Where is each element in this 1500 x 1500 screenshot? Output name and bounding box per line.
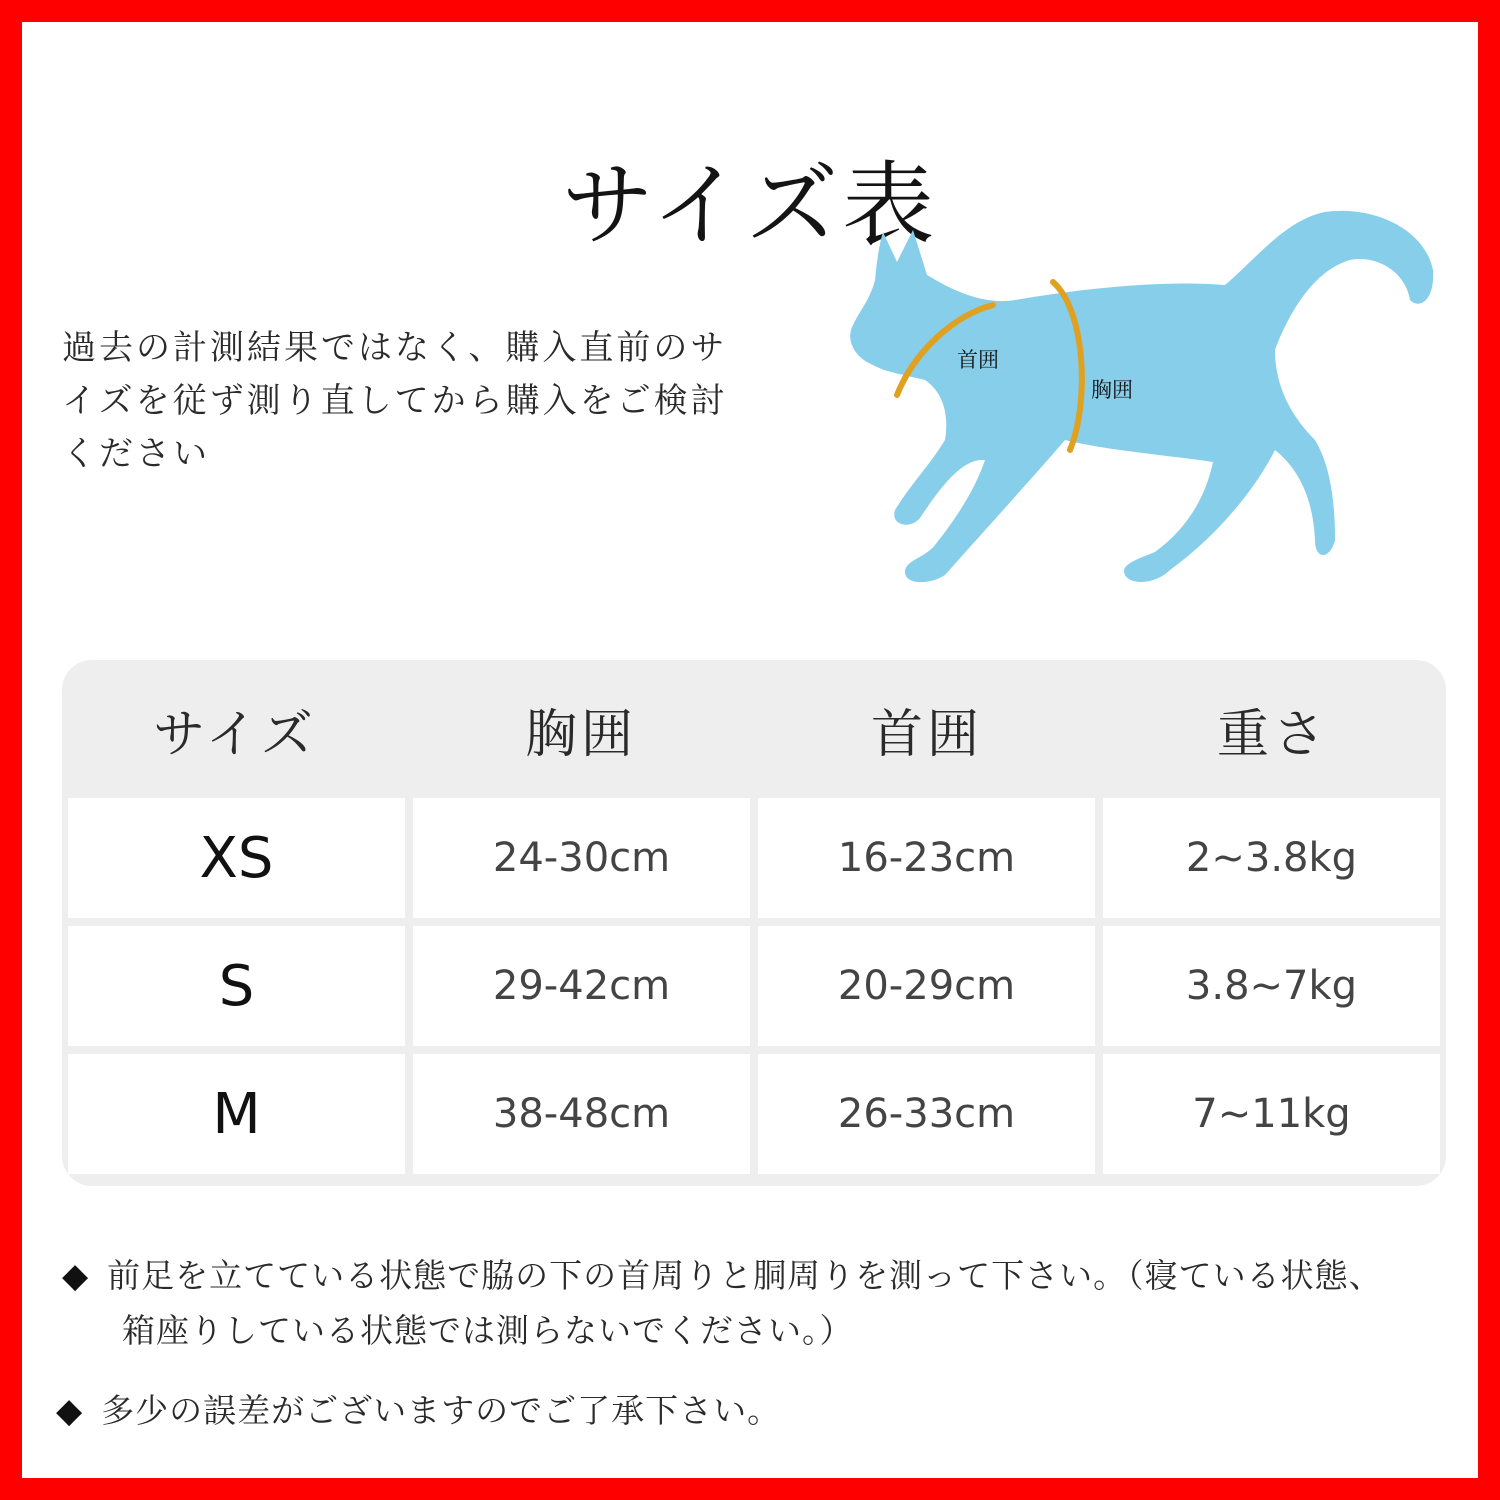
table-row [68, 798, 1440, 918]
notice-line-3: ください [62, 434, 210, 474]
size-table-body [68, 798, 1440, 1182]
chest-label: 胸囲 [1091, 378, 1133, 402]
neck-cell: 16-23cm [758, 798, 1095, 918]
cat-silhouette-icon [835, 200, 1445, 590]
measure-notice [62, 322, 782, 481]
table-row [68, 1054, 1440, 1174]
table-row [68, 926, 1440, 1046]
note-1-line-1: 前足を立てている状態で脇の下の首周りと胴周りを測って下さい。（寝ている状態、 [107, 1256, 1383, 1295]
note-2 [56, 1385, 1356, 1432]
cat-measurement-diagram [835, 200, 1445, 590]
diamond-bullet-icon: ◆ [56, 1391, 84, 1431]
page-title: サイズ表 [561, 151, 939, 259]
size-cell: XS [68, 798, 405, 918]
header-neck: 首囲 [870, 704, 983, 765]
size-cell: S [68, 926, 405, 1046]
header-chest: 胸囲 [524, 704, 637, 765]
chest-cell: 29-42cm [413, 926, 750, 1046]
header-weight: 重さ [1216, 704, 1329, 765]
weight-cell: 3.8~7kg [1103, 926, 1440, 1046]
neck-label: 首囲 [957, 348, 999, 372]
weight-cell: 2~3.8kg [1103, 798, 1440, 918]
size-table-header [62, 660, 1446, 798]
chest-cell: 24-30cm [413, 798, 750, 918]
note-2-text: 多少の誤差がございますのでご了承下さい。 [101, 1391, 782, 1430]
neck-cell: 26-33cm [758, 1054, 1095, 1174]
chest-cell: 38-48cm [413, 1054, 750, 1174]
diamond-bullet-icon: ◆ [62, 1256, 90, 1296]
size-cell: M [68, 1054, 405, 1174]
weight-cell: 7~11kg [1103, 1054, 1440, 1174]
neck-cell: 20-29cm [758, 926, 1095, 1046]
note-1-line-2: 箱座りしている状態では測らないでください。） [122, 1311, 854, 1350]
note-1-continued [122, 1305, 1422, 1352]
note-1 [62, 1250, 1462, 1297]
header-size: サイズ [153, 704, 317, 765]
notice-line-2: イズを従ず測り直してから購入をご検討 [62, 381, 728, 421]
notice-line-1: 過去の計測結果ではなく、購入直前のサ [62, 328, 728, 368]
